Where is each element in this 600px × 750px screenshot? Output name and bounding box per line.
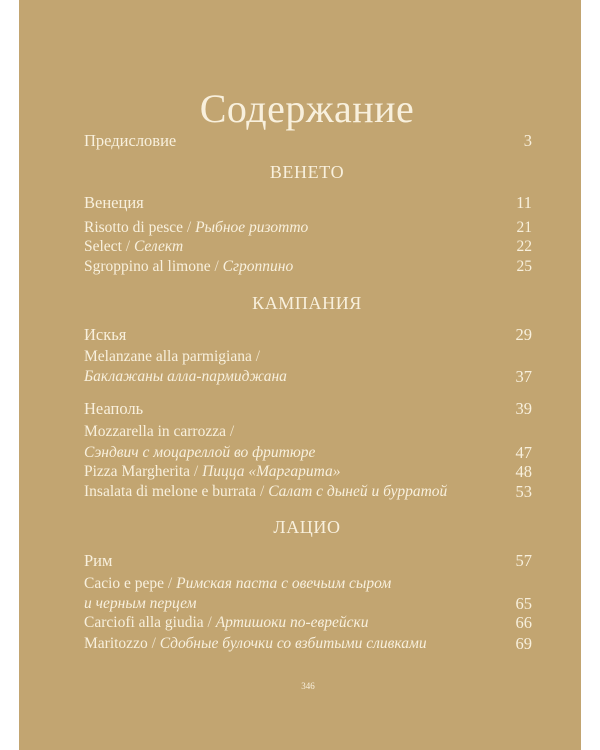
- entry-page: 65: [515, 594, 532, 613]
- entry-russian: Баклажаны алла-пармиджана: [84, 368, 287, 385]
- entry-page: 66: [515, 613, 532, 632]
- entry-page: 47: [515, 443, 532, 462]
- entry-page: 29: [515, 325, 532, 344]
- entry-italian: Select: [84, 238, 122, 255]
- entry-label: Венеция: [84, 193, 144, 212]
- entry-page: 69: [515, 634, 532, 653]
- entry-page: 25: [516, 258, 532, 275]
- entry-russian: Рыбное ризотто: [195, 219, 309, 236]
- entry-italian: Cacio e pepe: [84, 575, 165, 592]
- entry-label: Неаполь: [84, 399, 144, 418]
- entry-page: 53: [515, 482, 532, 501]
- region-heading-veneto: ВЕНЕТО: [269, 162, 345, 182]
- entry-russian: Салат с дыней и бурратой: [268, 483, 448, 500]
- entry-label: Рим: [84, 551, 113, 570]
- entry-page: 21: [516, 219, 532, 236]
- entry-page: 57: [515, 551, 532, 570]
- entry-italian: Insalata di melone e burrata: [84, 483, 257, 500]
- entry-italian: Pizza Margherita: [84, 463, 191, 480]
- separator: /: [190, 463, 203, 480]
- entry-italian: Mozzarella in carrozza: [84, 423, 226, 440]
- entry-italian: Sgroppino al limone: [84, 258, 211, 275]
- entry-label: Предисловие: [84, 131, 177, 150]
- separator: /: [121, 238, 134, 255]
- separator: /: [183, 219, 196, 236]
- entry-page: 11: [516, 193, 532, 212]
- entry-russian: Римская паста с овечьим сыром: [176, 575, 392, 592]
- entry-russian: Сгроппино: [222, 258, 294, 275]
- entry-russian: Сдобные булочки со взбитыми сливками: [159, 635, 427, 652]
- entry-russian: Пицца «Маргарита»: [202, 463, 341, 480]
- entry-page: 39: [515, 399, 532, 418]
- page-number: 346: [301, 681, 315, 691]
- entry-russian: Артишоки по-еврейски: [215, 614, 369, 631]
- entry-page: 3: [523, 131, 532, 150]
- entry-label: Искья: [84, 325, 127, 344]
- separator: /: [225, 423, 235, 440]
- region-heading-campania: КАМПАНИЯ: [252, 293, 362, 313]
- separator: /: [210, 258, 223, 275]
- entry-russian: и черным перцем: [84, 595, 197, 612]
- entry-page: 22: [516, 238, 532, 255]
- separator: /: [164, 575, 177, 592]
- entry-russian: Селект: [133, 238, 184, 255]
- region-heading-lazio: ЛАЦИО: [273, 517, 341, 537]
- entry-italian: Maritozzo: [84, 635, 148, 652]
- entry-page: 48: [515, 462, 532, 481]
- entry-italian: Melanzane alla parmigiana: [84, 348, 252, 365]
- separator: /: [203, 614, 216, 631]
- entry-page: 37: [515, 367, 532, 386]
- entry-italian: Carciofi alla giudia: [84, 614, 204, 631]
- separator: /: [256, 483, 269, 500]
- toc-page: [19, 0, 581, 750]
- separator: /: [147, 635, 160, 652]
- entry-russian: Сэндвич с моцареллой во фритюре: [84, 444, 316, 461]
- separator: /: [251, 348, 261, 365]
- entry-italian: Risotto di pesce: [84, 219, 184, 236]
- page-title: Содержание: [199, 85, 415, 131]
